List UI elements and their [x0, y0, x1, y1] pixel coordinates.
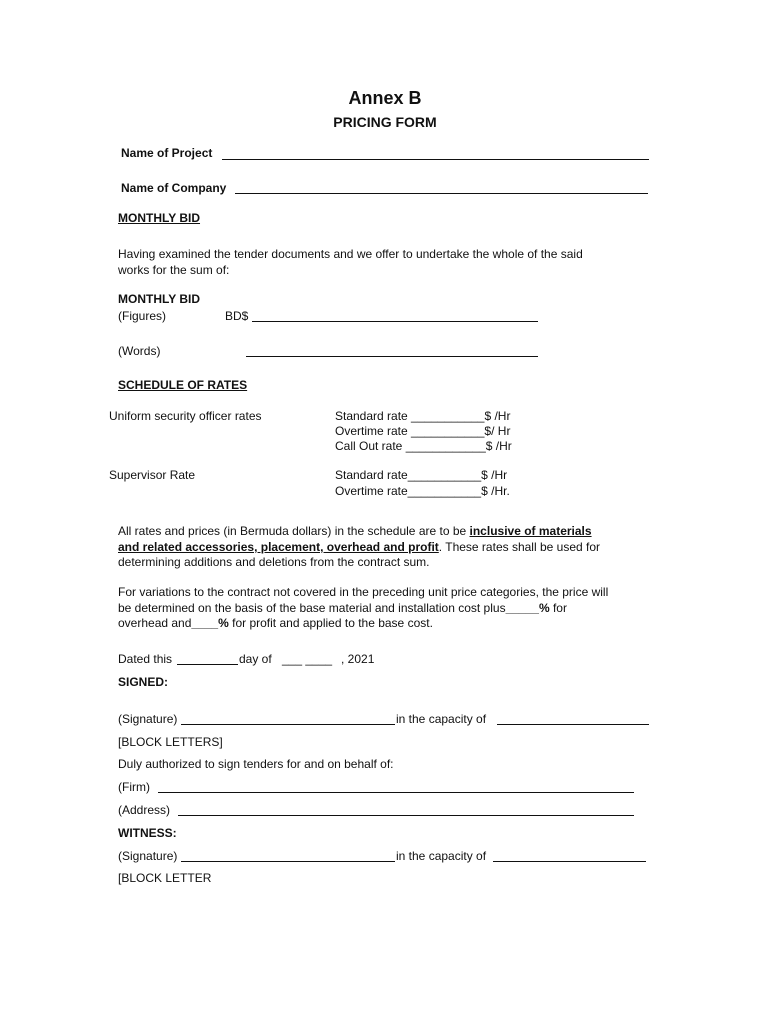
currency-label: BD$ [225, 309, 249, 323]
officer-standard-rate[interactable]: Standard rate ___________$ /Hr [335, 409, 511, 423]
company-name-label: Name of Company [121, 181, 227, 195]
dated-day-field[interactable] [177, 664, 238, 665]
witness-block-letters-label: [BLOCK LETTER [118, 871, 212, 885]
officer-overtime-rate[interactable]: Overtime rate ___________$/ Hr [335, 424, 511, 438]
material-percent-field[interactable]: _____% [505, 601, 550, 615]
figures-field[interactable] [252, 321, 538, 322]
duly-authorized-text: Duly authorized to sign tenders for and on behalf of: [118, 757, 394, 771]
dated-year-label: , 2021 [341, 652, 375, 666]
intro-line-1: Having examined the tender documents and we offer to undertake the whole of the said [118, 247, 583, 261]
supervisor-overtime-rate[interactable]: Overtime rate___________$ /Hr. [335, 484, 510, 498]
words-field[interactable] [246, 356, 538, 357]
officer-callout-rate[interactable]: Call Out rate ____________$ /Hr [335, 439, 512, 453]
variations-text-2: for [549, 601, 567, 615]
project-name-label: Name of Project [121, 146, 213, 160]
document-title: Annex B [348, 88, 422, 108]
capacity-label: in the capacity of [396, 712, 487, 726]
rates-paragraph-line-2 [118, 540, 600, 554]
dated-month-field[interactable]: ___ ____ [282, 652, 333, 666]
variations-text-3: overhead and [118, 616, 192, 630]
witness-signature-label: (Signature) [118, 849, 178, 863]
witness-heading: WITNESS: [118, 826, 177, 840]
firm-label: (Firm) [118, 780, 150, 794]
officer-rates-label: Uniform security officer rates [109, 409, 262, 423]
monthly-bid-label: MONTHLY BID [118, 292, 201, 306]
dated-label: Dated this [118, 652, 173, 666]
rates-paragraph-line-1 [118, 524, 592, 538]
block-letters-label: [BLOCK LETTERS] [118, 735, 223, 749]
rates-para-emphasis-1: inclusive of materials [469, 524, 592, 538]
witness-capacity-label: in the capacity of [396, 849, 487, 863]
variations-paragraph-line-3 [118, 616, 433, 630]
project-name-field[interactable] [222, 159, 649, 160]
rates-para-text-2: . These rates shall be used for [438, 540, 600, 554]
signature-field[interactable] [181, 724, 395, 725]
firm-field[interactable] [158, 792, 634, 793]
witness-signature-field[interactable] [181, 861, 395, 862]
signature-label: (Signature) [118, 712, 178, 726]
company-name-field[interactable] [235, 193, 648, 194]
variations-paragraph-line-2 [118, 601, 567, 615]
document-subtitle: PRICING FORM [333, 114, 437, 130]
dated-day-of-label: day of [239, 652, 272, 666]
supervisor-rate-label: Supervisor Rate [109, 468, 196, 482]
variations-text: be determined on the basis of the base material and installation cost plus [118, 601, 506, 615]
variations-text-4: for profit and applied to the base cost. [228, 616, 433, 630]
address-label: (Address) [118, 803, 171, 817]
schedule-heading: SCHEDULE OF RATES [118, 378, 248, 392]
witness-capacity-field[interactable] [493, 861, 646, 862]
intro-line-2: works for the sum of: [118, 263, 230, 277]
supervisor-standard-rate[interactable]: Standard rate___________$ /Hr [335, 468, 508, 482]
capacity-field[interactable] [497, 724, 649, 725]
rates-para-text: All rates and prices (in Bermuda dollars) in the schedule are to be [118, 524, 470, 538]
figures-label: (Figures) [118, 309, 167, 323]
overhead-percent-field[interactable]: ____% [191, 616, 229, 630]
words-label: (Words) [118, 344, 161, 358]
address-field[interactable] [178, 815, 634, 816]
rates-paragraph-line-3: determining additions and deletions from the contract sum. [118, 555, 430, 569]
signed-heading: SIGNED: [118, 675, 169, 689]
rates-para-emphasis-2: and related accessories, placement, overhead and profit [118, 540, 439, 554]
variations-paragraph-line-1: For variations to the contract not covered in the preceding unit price categories, the price will [118, 585, 609, 599]
monthly-bid-heading: MONTHLY BID [118, 211, 201, 225]
